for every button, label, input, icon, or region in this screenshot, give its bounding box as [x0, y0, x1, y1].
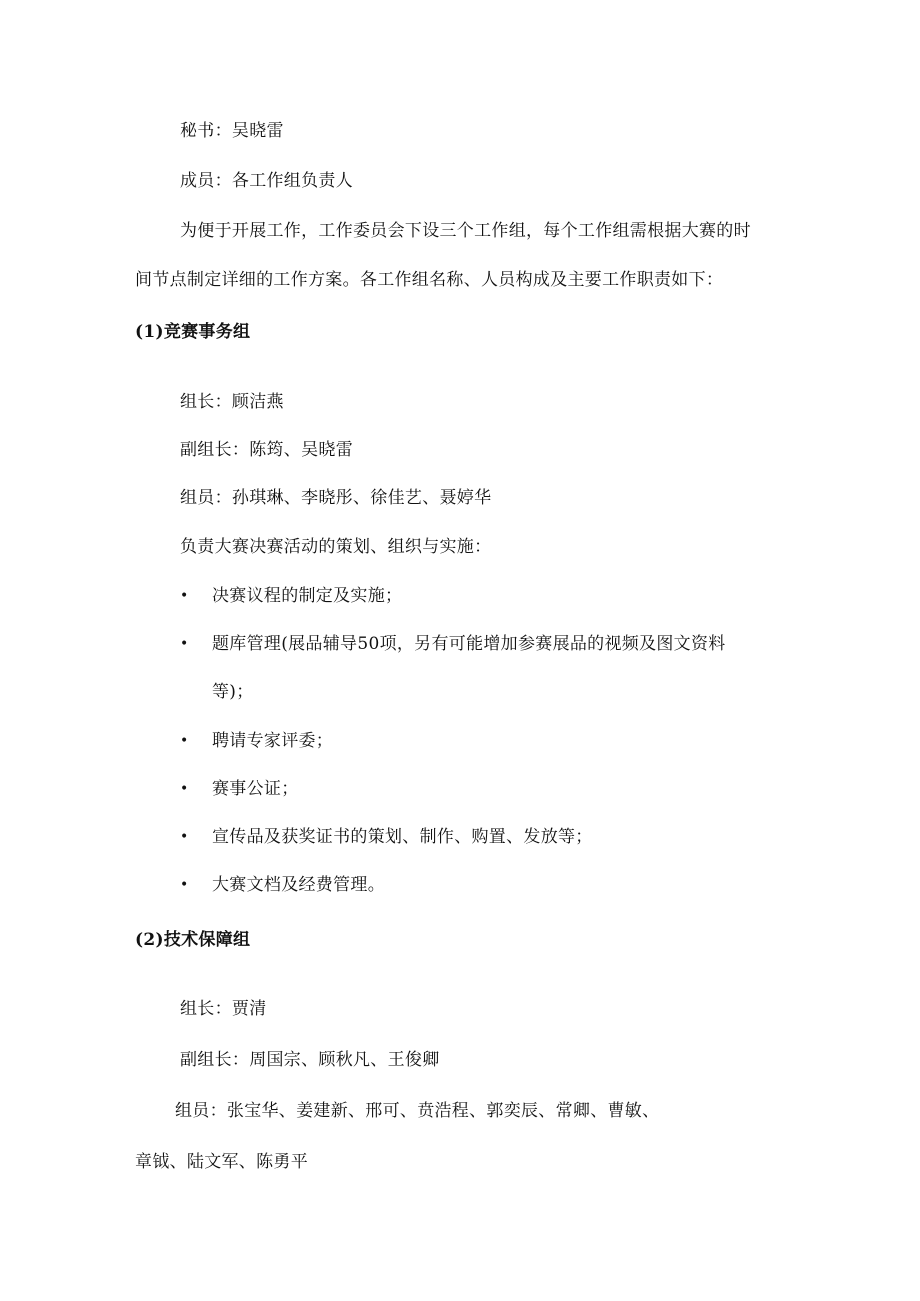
task-item: 聘请专家评委； [212, 731, 334, 751]
task-item: 赛事公证； [212, 779, 299, 799]
group2-heading: (2)技术保障组 [135, 930, 251, 950]
task-item: 决赛议程的制定及实施； [212, 586, 403, 606]
task-item-continuation: 等)； [212, 682, 254, 702]
task-item: 题库管理(展品辅导50项，另有可能增加参赛展品的视频及图文资料 [212, 634, 726, 654]
task-item: 大赛文档及经费管理。 [212, 875, 385, 895]
bullet-icon: • [180, 877, 189, 893]
intro-paragraph-line-1: 为便于开展工作，工作委员会下设三个工作组，每个工作组需根据大赛的时 [180, 221, 751, 241]
secretary-line: 秘书：吴晓雷 [180, 121, 284, 141]
task-item: 宣传品及获奖证书的策划、制作、购置、发放等； [212, 827, 593, 847]
members-line: 成员：各工作组负责人 [180, 171, 353, 191]
group2-deputy: 副组长：周国宗、顾秋凡、王俊卿 [180, 1050, 440, 1070]
group1-members: 组员：孙琪琳、李晓彤、徐佳艺、聂婷华 [180, 488, 492, 508]
group1-heading: (1)竞赛事务组 [135, 322, 251, 342]
group1-duty: 负责大赛决赛活动的策划、组织与实施： [180, 537, 492, 557]
group2-leader: 组长：贾清 [180, 999, 267, 1019]
bullet-icon: • [180, 733, 189, 749]
group1-leader: 组长：顾洁燕 [180, 392, 284, 412]
group1-deputy: 副组长：陈筠、吴晓雷 [180, 440, 353, 460]
bullet-icon: • [180, 588, 189, 604]
group2-members-line-1: 组员：张宝华、姜建新、邢可、贲浩程、郭奕辰、常卿、曹敏、 [175, 1101, 660, 1121]
group2-members-line-2: 章钺、陆文军、陈勇平 [135, 1152, 308, 1172]
bullet-icon: • [180, 781, 189, 797]
bullet-icon: • [180, 829, 189, 845]
bullet-icon: • [180, 636, 189, 652]
intro-paragraph-line-2: 间节点制定详细的工作方案。各工作组名称、人员构成及主要工作职责如下： [135, 270, 724, 290]
